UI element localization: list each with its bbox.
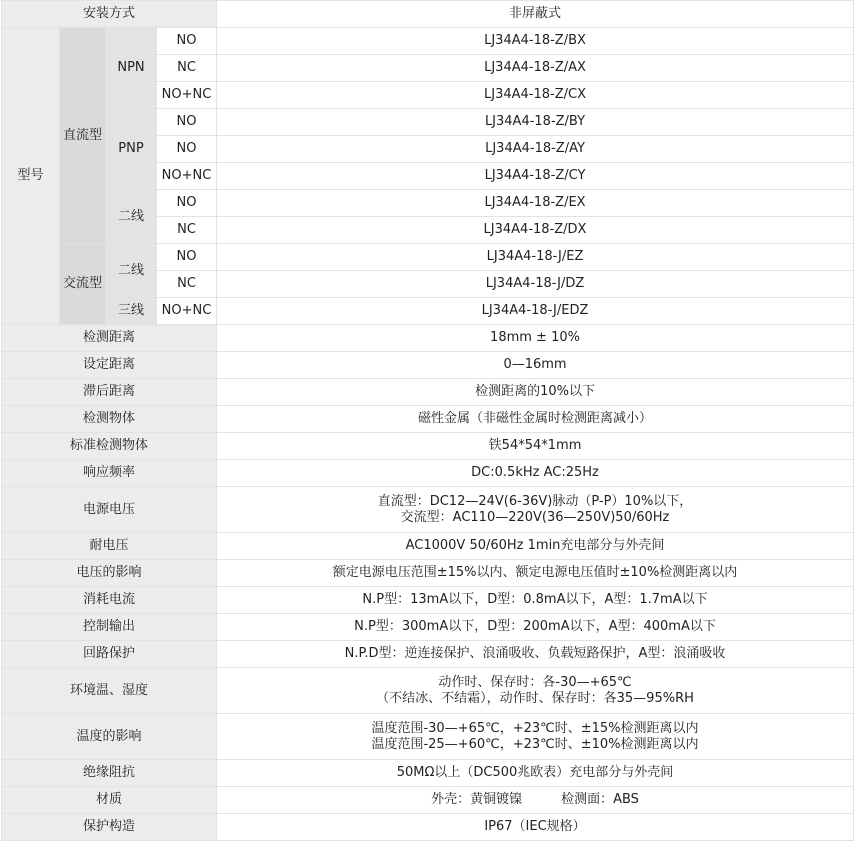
spec-value: [217, 487, 854, 533]
spec-label: 温度的影响: [2, 714, 217, 760]
spec-value-line: 0—16mm: [503, 357, 567, 372]
model-code: LJ34A4-18-Z/AX: [217, 55, 854, 82]
ac-three-wire-label: 三线: [106, 298, 157, 325]
output-type: NO+NC: [157, 82, 217, 109]
spec-row: [2, 714, 854, 760]
output-type: NC: [157, 271, 217, 298]
spec-row: [2, 352, 854, 379]
spec-value: [217, 560, 854, 587]
spec-label: 耐电压: [2, 533, 217, 560]
spec-row: [2, 787, 854, 814]
spec-value-line: N.P.D型：逆连接保护、浪涌吸收、负载短路保护，A型：浪涌吸收: [344, 646, 726, 661]
pnp-label: PNP: [106, 109, 157, 190]
spec-value-line: 直流型：DC12—24V(6-36V)脉动（P-P）10%以下，: [377, 493, 693, 509]
spec-label: 响应频率: [2, 460, 217, 487]
spec-row: [2, 587, 854, 614]
spec-value-line: 温度范围-30—+65℃，+23℃时、±15%检测距离以内: [371, 720, 699, 736]
spec-value-line: 磁性金属（非磁性金属时检测距离减小）: [418, 411, 653, 426]
spec-value: [217, 352, 854, 379]
spec-value-line: IP67（IEC规格）: [484, 819, 586, 834]
spec-row: [2, 641, 854, 668]
spec-row: [2, 460, 854, 487]
spec-value: [217, 460, 854, 487]
model-row: [2, 28, 854, 55]
spec-value-line: DC:0.5kHz AC:25Hz: [471, 465, 599, 480]
spec-label: 回路保护: [2, 641, 217, 668]
spec-label: 绝缘阻抗: [2, 760, 217, 787]
spec-value: [217, 814, 854, 841]
spec-label: 消耗电流: [2, 587, 217, 614]
spec-row: [2, 433, 854, 460]
model-row: [2, 109, 854, 136]
model-code: LJ34A4-18-Z/CY: [217, 163, 854, 190]
install-method-label: 安装方式: [2, 1, 217, 28]
ac-type-label: 交流型: [60, 244, 106, 325]
spec-value: [217, 325, 854, 352]
spec-label: 控制输出: [2, 614, 217, 641]
model-code: LJ34A4-18-Z/BY: [217, 109, 854, 136]
spec-value-line: 检测距离的10%以下: [475, 384, 595, 399]
model-label: 型号: [2, 28, 60, 325]
output-type: NO+NC: [157, 163, 217, 190]
spec-row: [2, 560, 854, 587]
spec-row: [2, 533, 854, 560]
model-row: [2, 244, 854, 271]
spec-row: [2, 760, 854, 787]
spec-value: [217, 714, 854, 760]
spec-value-line: 铁54*54*1mm: [488, 438, 582, 453]
spec-value: [217, 587, 854, 614]
model-code: LJ34A4-18-Z/CX: [217, 82, 854, 109]
spec-value-line: （不结冰、不结霜），动作时、保存时：各35—95%RH: [376, 690, 694, 706]
spec-value-line: 50MΩ以上（DC500兆欧表）充电部分与外壳间: [396, 765, 674, 780]
install-method-value: 非屏蔽式: [217, 1, 854, 28]
spec-row: [2, 379, 854, 406]
spec-value-line: 额定电源电压范围±15%以内、额定电源电压值时±10%检测距离以内: [332, 565, 738, 580]
spec-value: [217, 614, 854, 641]
spec-row: [2, 325, 854, 352]
output-type: NO: [157, 28, 217, 55]
spec-value-line: 18mm ± 10%: [490, 330, 580, 345]
spec-label: 检测距离: [2, 325, 217, 352]
output-type: NC: [157, 55, 217, 82]
spec-label: 设定距离: [2, 352, 217, 379]
spec-value-line: 外壳：黄铜镀镍 检测面：ABS: [431, 792, 639, 807]
spec-label: 材质: [2, 787, 217, 814]
model-code: LJ34A4-18-J/EZ: [217, 244, 854, 271]
spec-row: [2, 668, 854, 714]
output-type: NO: [157, 190, 217, 217]
spec-value-line: 温度范围-25—+60℃，+23℃时、±10%检测距离以内: [371, 736, 699, 752]
spec-value: [217, 760, 854, 787]
spec-value: [217, 379, 854, 406]
spec-value: [217, 433, 854, 460]
npn-label: NPN: [106, 28, 157, 109]
spec-value: [217, 668, 854, 714]
spec-value: [217, 406, 854, 433]
spec-value: [217, 787, 854, 814]
model-code: LJ34A4-18-J/DZ: [217, 271, 854, 298]
spec-row: [2, 814, 854, 841]
dc-type-label: 直流型: [60, 28, 106, 244]
model-code: LJ34A4-18-Z/AY: [217, 136, 854, 163]
model-code: LJ34A4-18-J/EDZ: [217, 298, 854, 325]
spec-row: [2, 614, 854, 641]
output-type: NO: [157, 244, 217, 271]
output-type: NO+NC: [157, 298, 217, 325]
spec-value-line: 动作时、保存时：各-30—+65℃: [438, 674, 632, 690]
output-type: NC: [157, 217, 217, 244]
spec-label: 电源电压: [2, 487, 217, 533]
spec-value-line: 交流型：AC110—220V(36—250V)50/60Hz: [400, 509, 670, 525]
spec-label: 滞后距离: [2, 379, 217, 406]
model-code: LJ34A4-18-Z/DX: [217, 217, 854, 244]
spec-value: [217, 533, 854, 560]
output-type: NO: [157, 109, 217, 136]
spec-label: 标准检测物体: [2, 433, 217, 460]
spec-label: 电压的影响: [2, 560, 217, 587]
model-code: LJ34A4-18-Z/EX: [217, 190, 854, 217]
spec-label: 环境温、湿度: [2, 668, 217, 714]
spec-row: [2, 487, 854, 533]
model-row: [2, 298, 854, 325]
spec-table: [1, 0, 854, 841]
model-code: LJ34A4-18-Z/BX: [217, 28, 854, 55]
spec-value-line: N.P型：300mA以下，D型：200mA以下，A型：400mA以下: [354, 619, 716, 634]
spec-value-line: N.P型：13mA以下，D型：0.8mA以下，A型：1.7mA以下: [362, 592, 708, 607]
dc-two-wire-label: 二线: [106, 190, 157, 244]
spec-row: [2, 406, 854, 433]
spec-label: 检测物体: [2, 406, 217, 433]
spec-value-line: AC1000V 50/60Hz 1min充电部分与外壳间: [405, 538, 665, 553]
model-row: [2, 190, 854, 217]
row-install-method: [2, 1, 854, 28]
spec-value: [217, 641, 854, 668]
spec-label: 保护构造: [2, 814, 217, 841]
output-type: NO: [157, 136, 217, 163]
ac-two-wire-label: 二线: [106, 244, 157, 298]
